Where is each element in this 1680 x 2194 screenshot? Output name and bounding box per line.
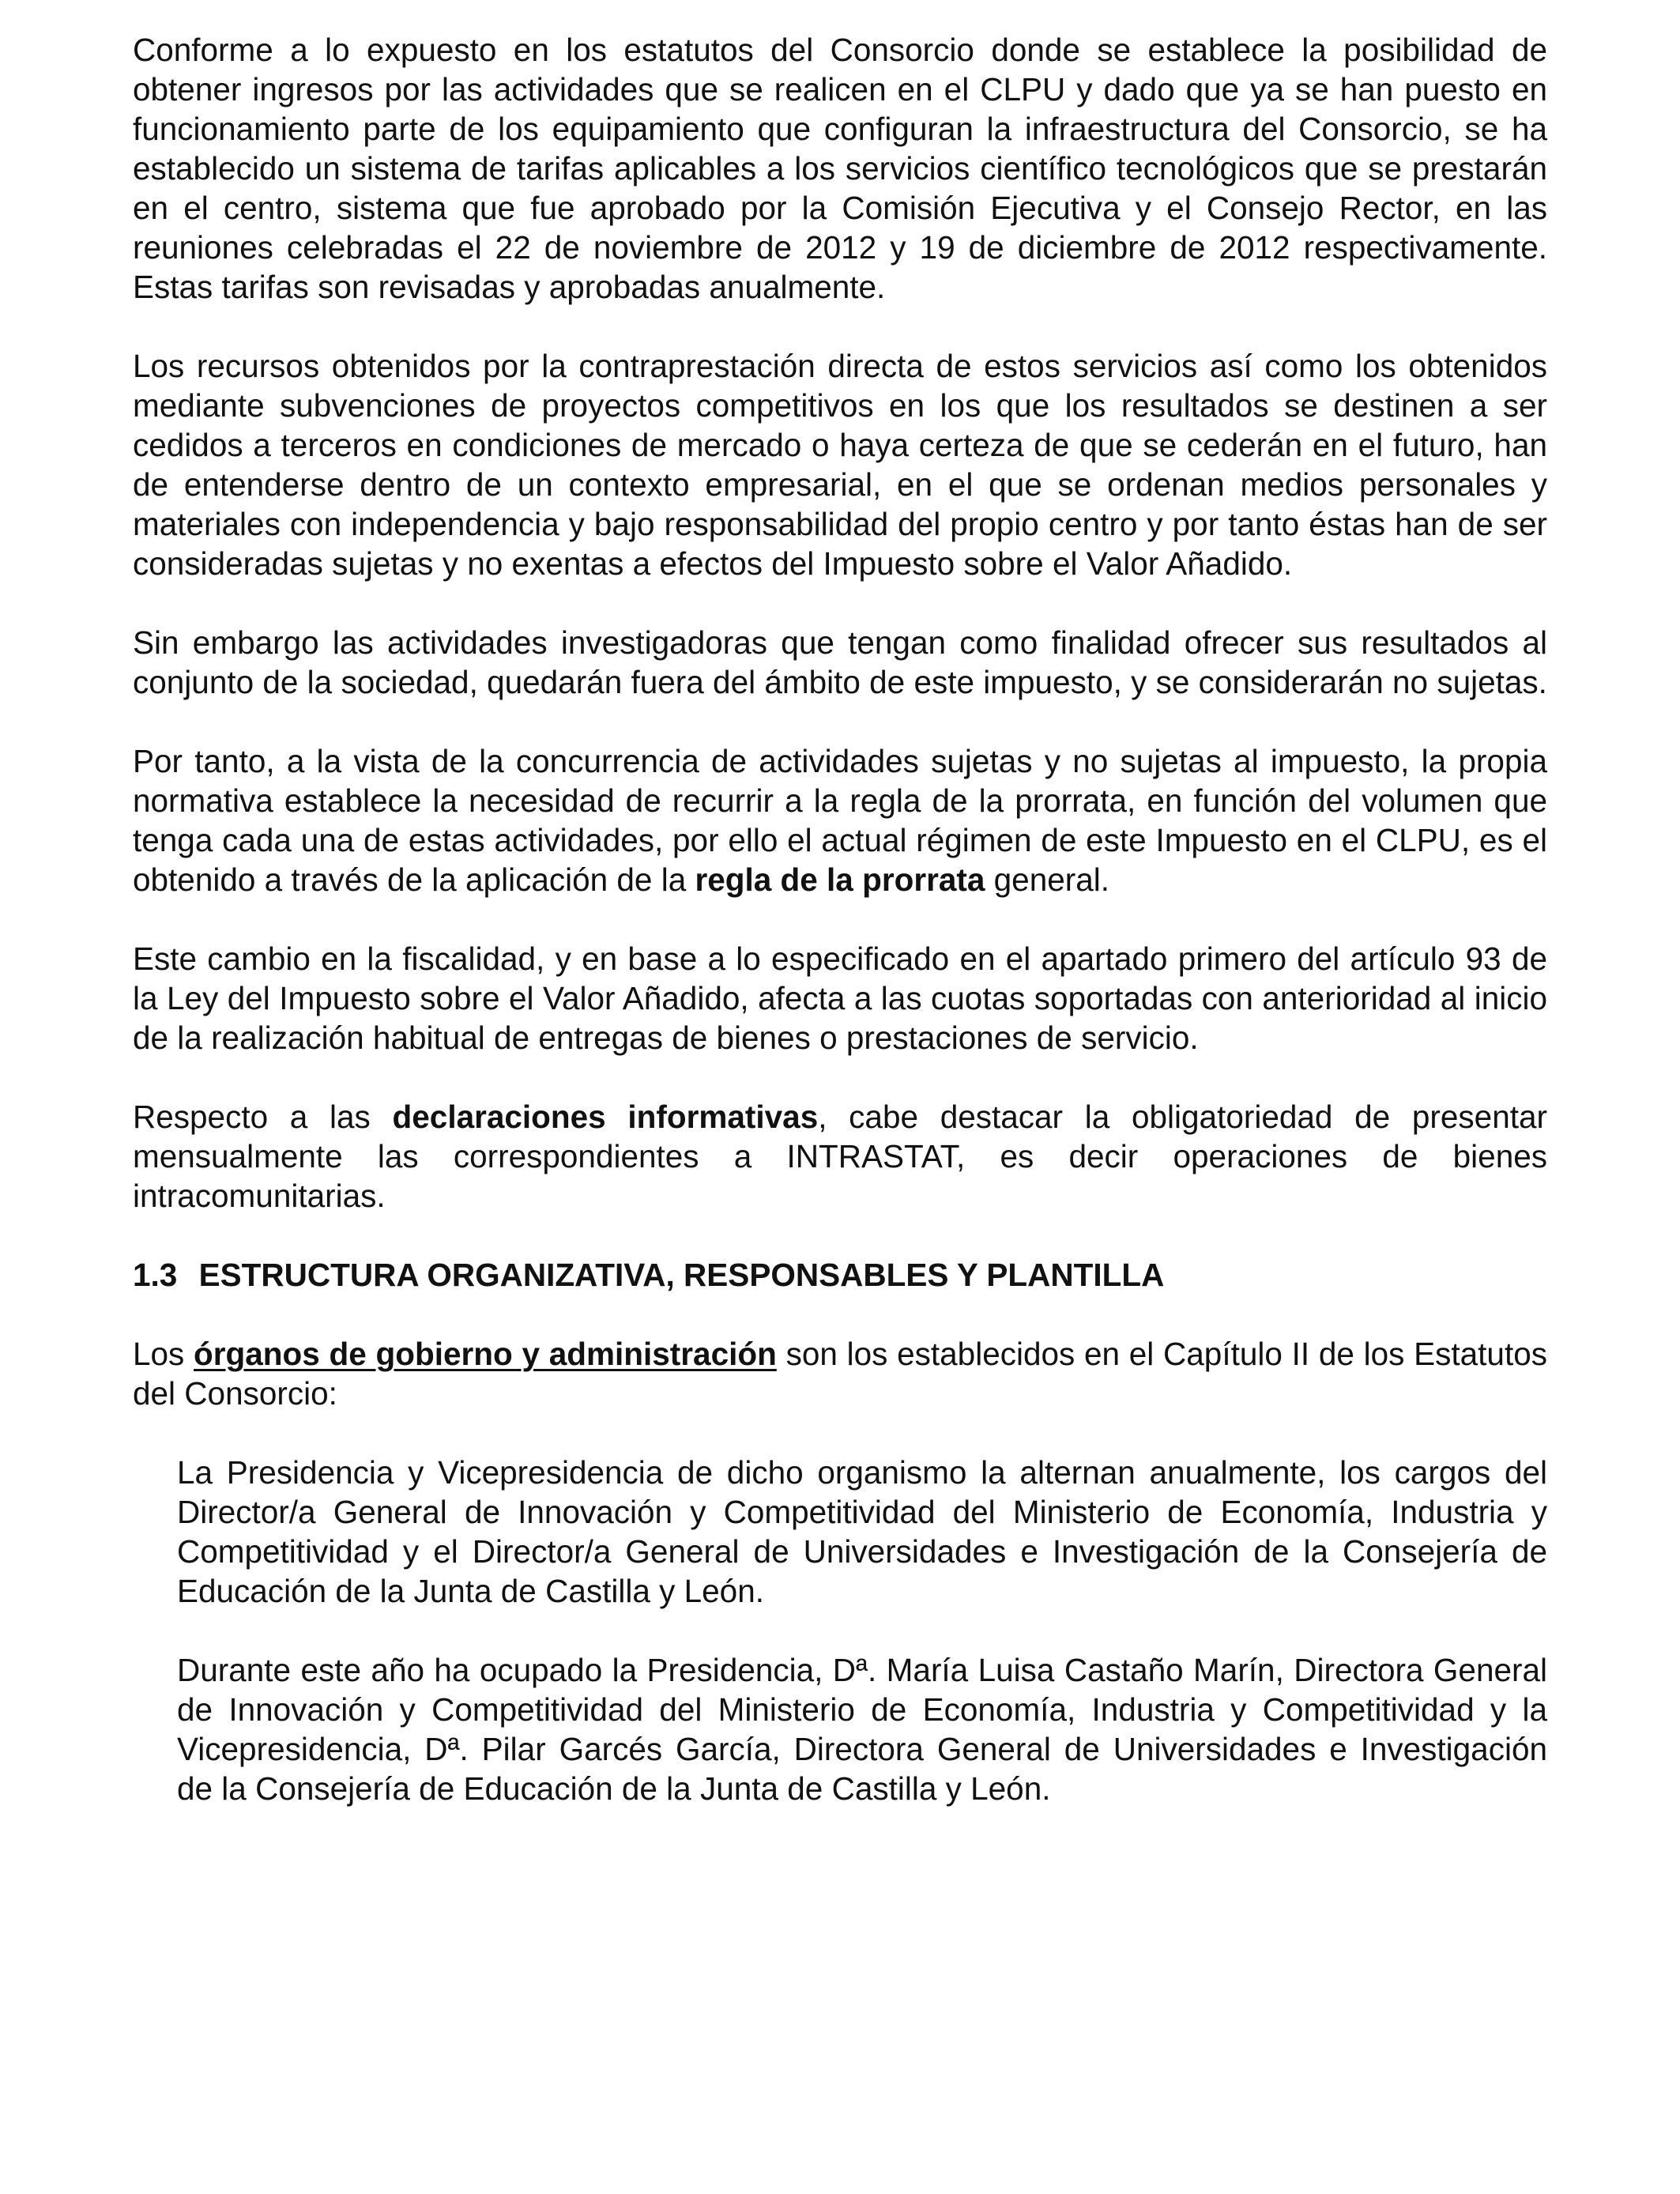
paragraph-presidencia-alternancia: La Presidencia y Vicepresidencia de dicho organismo la alternan anualmente, los cargos del Director/a General de Innovación y Competitividad del Ministerio de Economía, Industria y Competitividad y el Director/a General de Universidades e Investigación de la Consejería de Educación de la Junta de Castilla y León.: [177, 1454, 1547, 1609]
paragraph-fiscalidad: Este cambio en la fiscalidad, y en base a lo especificado en el apartado primero del artículo 93 de la Ley del Impuesto sobre el Valor Añadido, afecta a las cuotas soportadas con anterioridad al inicio de la realización habitual de entregas de bienes o prestaciones de servicio.: [133, 941, 1547, 1056]
paragraph-declaraciones: [133, 1097, 1547, 1216]
section-number: 1.3: [133, 1257, 178, 1293]
declaraciones-text-before: Respecto a las: [133, 1099, 393, 1135]
prorrata-text-before: Por tanto, a la vista de la concurrencia de actividades sujetas y no sujetas al impuesto, la propia normativa establece la necesidad de recurrir a la regla de la prorrata, en función del volumen que tenga cada una de estas actividades, por ello el actual régimen de este Impuesto en el CLPU, es el obtenido a través de la aplicación de la: [133, 743, 1547, 898]
paragraph-presidencia-actual: Durante este año ha ocupado la Presidencia, Dª. María Luisa Castaño Marín, Directora General de Innovación y Competitividad del Ministerio de Economía, Industria y Competitividad y la Vicepresidencia, Dª. Pilar Garcés García, Directora General de Universidades e Investigación de la Consejería de Educación de la Junta de Castilla y León.: [177, 1652, 1547, 1807]
paragraph-organos: [133, 1334, 1547, 1413]
organos-underlined-term: órganos de gobierno y administración: [194, 1336, 777, 1372]
declaraciones-bold-term: declaraciones informativas: [392, 1099, 819, 1135]
paragraph-recursos: Los recursos obtenidos por la contraprestación directa de estos servicios así como los obtenidos mediante subvenciones de proyectos competitivos en los que los resultados se destinen a ser cedidos a terceros en condiciones de mercado o haya certeza de que se cederán en el futuro, han de entenderse dentro de un contexto empresarial, en el que se ordenan medios personales y materiales con independencia y bajo responsabilidad del propio centro y por tanto éstas han de ser consideradas sujetas y no exentas a efectos del Impuesto sobre el Valor Añadido.: [133, 348, 1547, 582]
prorrata-bold-term: regla de la prorrata: [695, 861, 985, 898]
section-heading: [133, 1255, 1547, 1295]
paragraph-prorrata: [133, 741, 1547, 899]
declaraciones-text-after: , cabe destacar la obligatoriedad de presentar mensualmente las correspondientes a INTRASTAT, es decir operaciones de bienes intracomunitarias.: [133, 1099, 1547, 1214]
paragraph-tarifas: Conforme a lo expuesto en los estatutos del Consorcio donde se establece la posibilidad de obtener ingresos por las actividades que se realicen en el CLPU y dado que ya se han puesto en funcionamiento parte de los equipamiento que configuran la infraestructura del Consorcio, se ha establecido un sistema de tarifas aplicables a los servicios científico tecnológicos que se prestarán en el centro, sistema que fue aprobado por la Comisión Ejecutiva y el Consejo Rector, en las reuniones celebradas el 22 de noviembre de 2012 y 19 de diciembre de 2012 respectivamente. Estas tarifas son revisadas y aprobadas anualmente.: [133, 32, 1547, 305]
section-title: ESTRUCTURA ORGANIZATIVA, RESPONSABLES Y PLANTILLA: [198, 1257, 1165, 1293]
prorrata-text-after: general.: [985, 861, 1110, 898]
organos-text-before: Los: [133, 1336, 194, 1372]
paragraph-actividades-investigadoras: Sin embargo las actividades investigadoras que tengan como finalidad ofrecer sus resultados al conjunto de la sociedad, quedarán fuera del ámbito de este impuesto, y se considerarán no sujetas.: [133, 624, 1547, 700]
organos-text-after: son los establecidos en el Capítulo II de los Estatutos del Consorcio:: [133, 1336, 1547, 1412]
document-page: [133, 30, 1547, 1848]
